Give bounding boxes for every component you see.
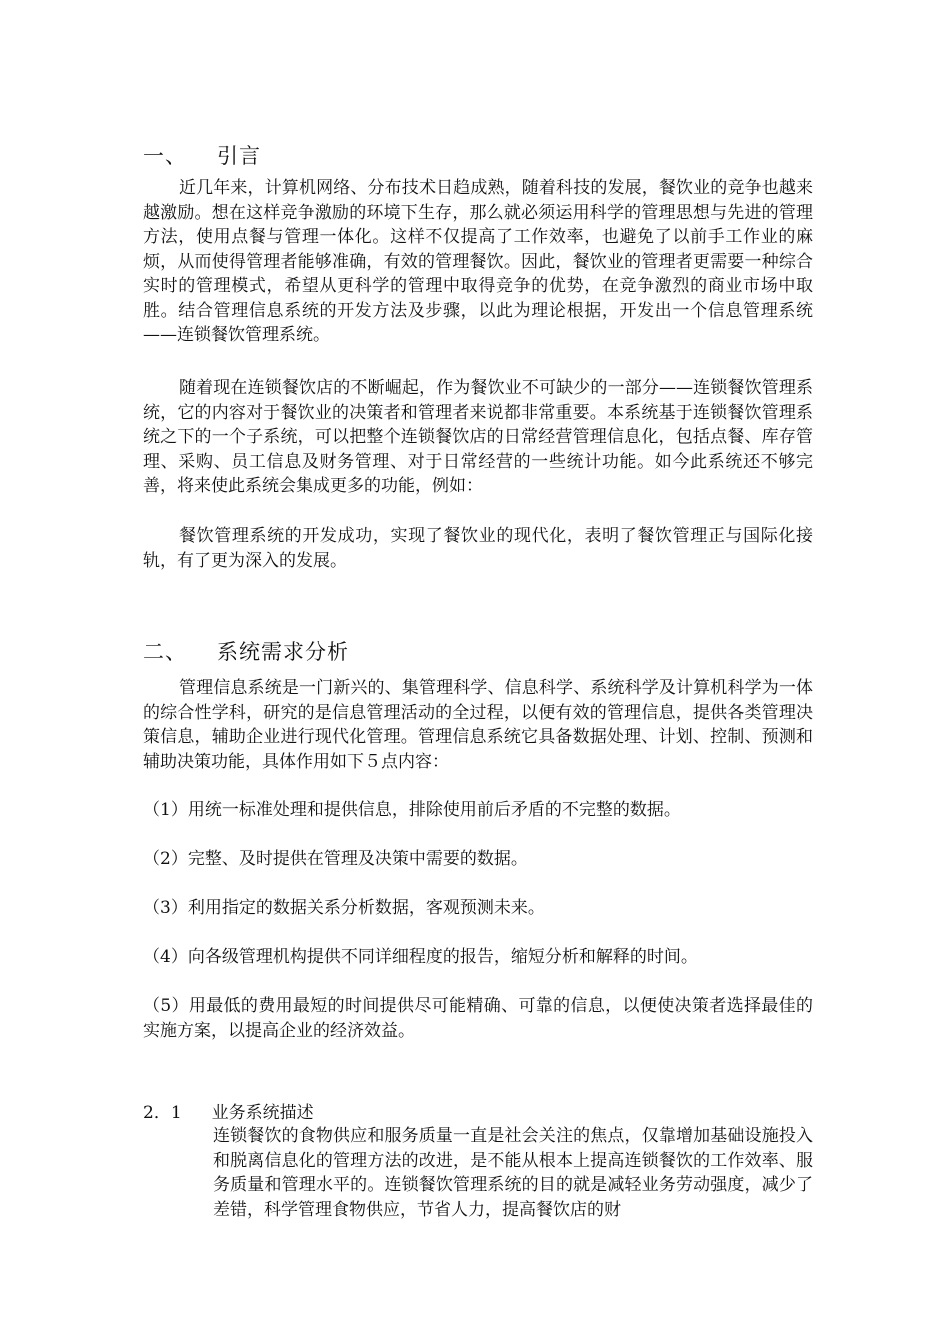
section-1-number: 一、 (143, 144, 187, 168)
list-item: （3）利用指定的数据关系分析数据，客观预测未来。 (143, 898, 545, 918)
list-item: （5）用最低的费用最短的时间提供尽可能精确、可靠的信息，以便使决策者选择最佳的实施方案，以提高企业的经济效益。 (143, 996, 813, 1041)
section-2-number: 二、 (143, 640, 187, 664)
section-1-paragraph-3: 餐饮管理系统的开发成功，实现了餐饮业的现代化，表明了餐饮管理正与国际化接轨，有了更为深入的发展。 (143, 526, 813, 571)
section-1-heading (143, 140, 261, 170)
subsection-2-1-paragraph: 连锁餐饮的食物供应和服务质量一直是社会关注的焦点，仅靠增加基础设施投入和脱离信息化的管理方法的改进，是不能从根本上提高连锁餐饮的工作效率、服务质量和管理水平的。连锁餐饮管理系统的目的就是减轻业务劳动强度，减少了差错，科学管理食物供应，节省人力，提高餐饮店的财 (213, 1126, 813, 1220)
subsection-2-1-title: 业务系统描述 (211, 1103, 314, 1123)
subsection-2-1-heading (143, 1098, 314, 1123)
list-item: （4）向各级管理机构提供不同详细程度的报告，缩短分析和解释的时间。 (143, 947, 698, 967)
section-1-title: 引言 (217, 144, 261, 168)
list-item: （1）用统一标准处理和提供信息，排除使用前后矛盾的不完整的数据。 (143, 800, 681, 820)
section-2-heading (143, 636, 349, 666)
list-item: （2）完整、及时提供在管理及决策中需要的数据。 (143, 849, 528, 869)
section-1-paragraph-1: 近几年来，计算机网络、分布技术日趋成熟，随着科技的发展，餐饮业的竞争也越来越激励。想在这样竞争激励的环境下生存，那么就必须运用科学的管理思想与先进的管理方法，使用点餐与管理一体化。这样不仅提高了工作效率，也避免了以前手工作业的麻烦，从而使得管理者能够准确，有效的管理餐饮。因此，餐饮业的管理者更需要一种综合实时的管理模式，希望从更科学的管理中取得竞争的优势，在竞争激烈的商业市场中取胜。结合管理信息系统的开发方法及步骤，以此为理论根据，开发出一个信息管理系统——连锁餐饮管理系统。 (143, 178, 813, 345)
subsection-2-1-number: 2．1 (143, 1103, 182, 1123)
section-1-paragraph-2: 随着现在连锁餐饮店的不断崛起，作为餐饮业不可缺少的一部分——连锁餐饮管理系统，它的内容对于餐饮业的决策者和管理者来说都非常重要。本系统基于连锁餐饮管理系统之下的一个子系统，可以把整个连锁餐饮店的日常经营管理信息化，包括点餐、库存管理、采购、员工信息及财务管理、对于日常经营的一些统计功能。如今此系统还不够完善，将来使此系统会集成更多的功能，例如： (143, 378, 813, 496)
section-2-intro: 管理信息系统是一门新兴的、集管理科学、信息科学、系统科学及计算机科学为一体的综合性学科，研究的是信息管理活动的全过程，以便有效的管理信息，提供各类管理决策信息，辅助企业进行现代化管理。管理信息系统它具备数据处理、计划、控制、预测和辅助决策功能，具体作用如下５点内容： (143, 678, 813, 772)
section-2-title: 系统需求分析 (217, 640, 349, 664)
